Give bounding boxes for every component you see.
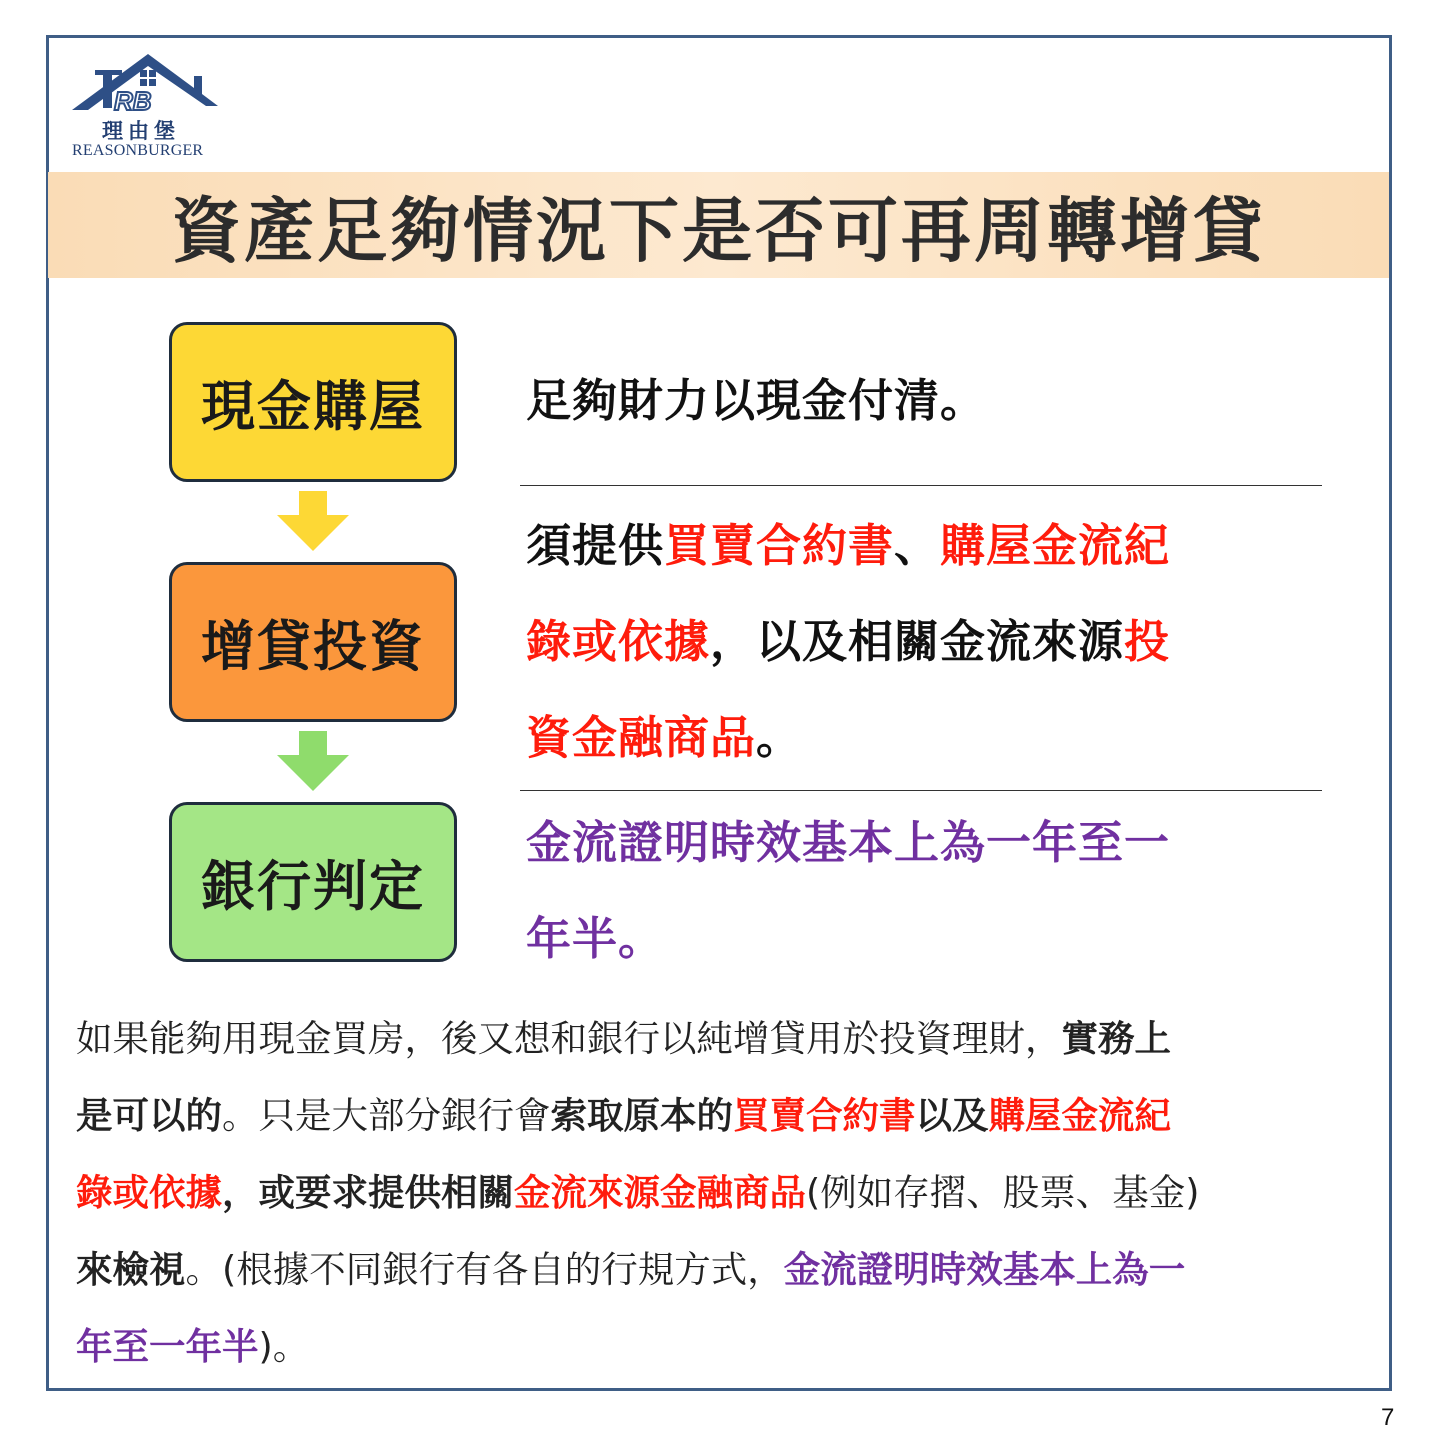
paragraph-line [76,1308,1381,1385]
highlight-red: 買賣合約書 [664,519,895,572]
paragraph-line [76,1000,1381,1077]
step-refinance-invest: 增貸投資 [169,562,457,722]
bold-text: 以及 [915,1094,989,1137]
bold-text: ，或要求提供相關 [222,1171,514,1214]
highlight-red: 買賣合約書 [733,1094,916,1137]
page-number: 7 [1381,1404,1395,1431]
divider [520,790,1322,791]
description-cash-purchase [526,353,1286,449]
description-line: 年半。 [526,912,665,965]
paragraph-line [76,1154,1381,1231]
page-title: 資產足夠情況下是否可再周轉增貸 [171,189,1266,272]
description-line [526,690,1286,786]
highlight-red: 投 [1124,615,1171,668]
explanation-paragraph [76,1000,1381,1385]
text-span: 須提供 [526,519,665,572]
down-arrow-icon [277,491,349,551]
description-line [526,594,1286,690]
bold-text: 索取原本的 [550,1094,733,1137]
description-refinance [526,498,1286,786]
title-band [48,172,1389,278]
text-span: 如果能夠用現金買房，後又想和銀行以純增貸用於投資理財， [76,1017,1062,1060]
text-span: 。 [756,711,803,764]
step-bank-judgment: 銀行判定 [169,802,457,962]
highlight-red: 金流來源金融商品 [514,1171,806,1214]
text-span: ，以及相關金流來源 [710,615,1125,668]
description-text: 足夠財力以現金付清。 [526,374,987,427]
description-bank-judgment [526,795,1286,987]
description-line [526,498,1286,594]
text-span: (例如存摺、股票、基金) [806,1171,1200,1214]
text-span: )。 [258,1325,310,1368]
logo-name-cn: 理由堡 [102,118,180,143]
bold-text: 實務上 [1061,1017,1171,1060]
highlight-purple: 年至一年半 [76,1325,259,1368]
logo-name-en: REASONBURGER [72,142,204,159]
highlight-red: 資金融商品 [526,711,757,764]
highlight-purple: 金流證明時效基本上為一 [783,1248,1186,1291]
highlight-red: 購屋金流紀 [940,519,1171,572]
text-span: 。只是大部分銀行會 [222,1094,551,1137]
highlight-red: 錄或依據 [526,615,711,668]
divider [520,485,1322,486]
logo-initials: RB [114,86,152,116]
description-line: 金流證明時效基本上為一年至一 [526,816,1171,869]
paragraph-line [76,1231,1381,1308]
text-span: 、 [894,519,941,572]
down-arrow-icon [277,731,349,791]
highlight-red: 購屋金流紀 [988,1094,1171,1137]
highlight-red: 錄或依據 [76,1171,222,1214]
step-cash-purchase: 現金購屋 [169,322,457,482]
bold-text: 是可以的 [76,1094,222,1137]
text-span: 。(根據不同銀行有各自的行規方式， [185,1248,784,1291]
paragraph-line [76,1077,1381,1154]
bold-text: 來檢視 [76,1248,186,1291]
